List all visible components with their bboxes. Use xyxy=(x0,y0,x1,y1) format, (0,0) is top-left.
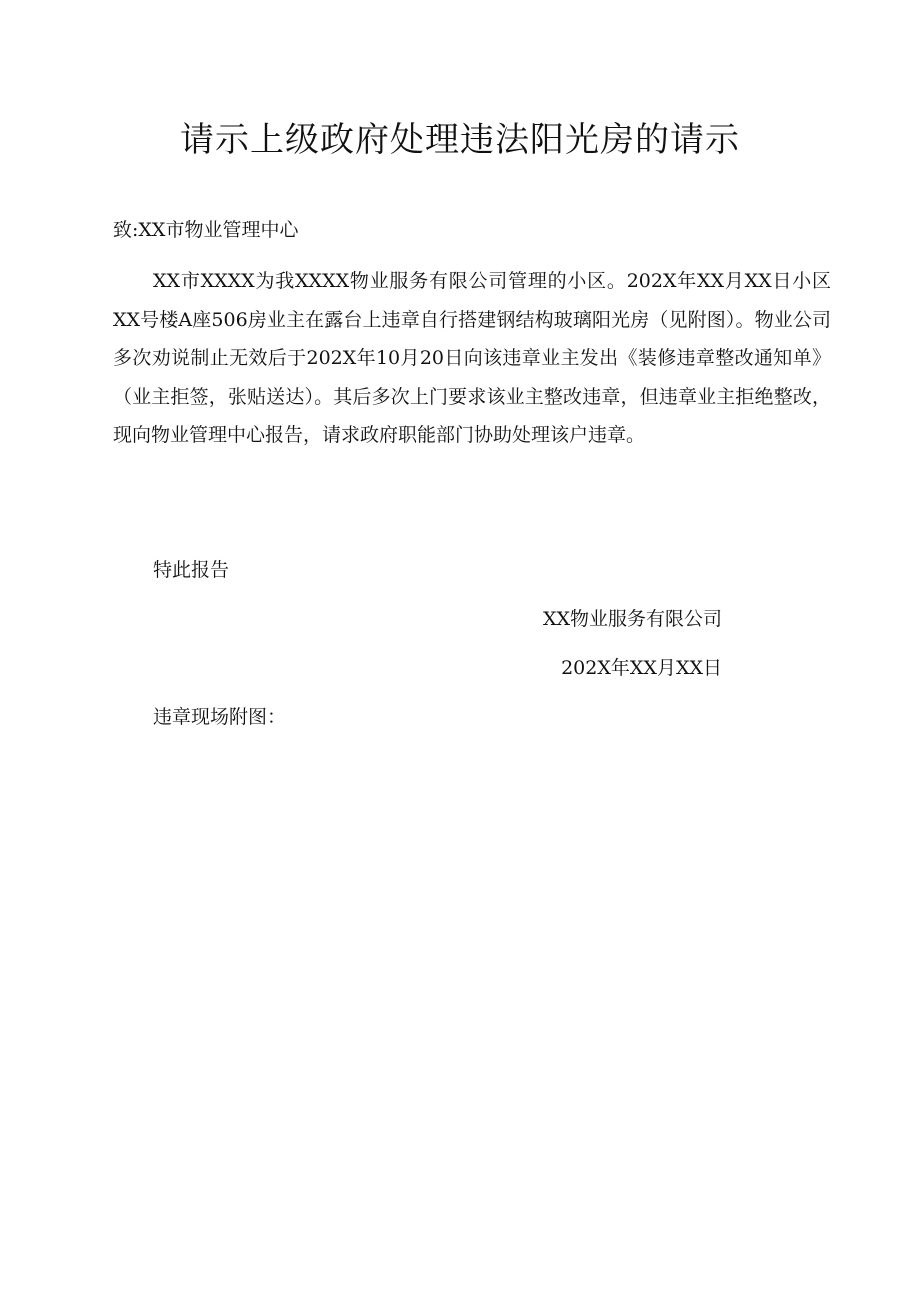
attachment-label: 违章现场附图： xyxy=(153,706,287,728)
document-title: 请示上级政府处理违法阳光房的请示 xyxy=(180,120,740,160)
signature-date: 202X年XX月XX日 xyxy=(561,657,722,679)
addressee-line: 致:XX市物业管理中心 xyxy=(113,219,299,241)
signature-company: XX物业服务有限公司 xyxy=(542,608,722,630)
body-paragraph: XX市XXXX为我XXXX物业服务有限公司管理的小区。202X年XX月XX日小区XX号楼A座506房业主在露台上违章自行搭建钢结构玻璃阳光房（见附图）。物业公司多次劝说制止无效后于202X年10月20日向该违章业主发出《装修违章整改通知单》（业主拒签，张贴送达）。其后多次上门要求该业主整改违章，但违章业主拒绝整改，现向物业管理中心报告，请求政府职能部门协助处理该户违章。 xyxy=(113,270,831,446)
closing-line: 特此报告 xyxy=(153,559,230,581)
